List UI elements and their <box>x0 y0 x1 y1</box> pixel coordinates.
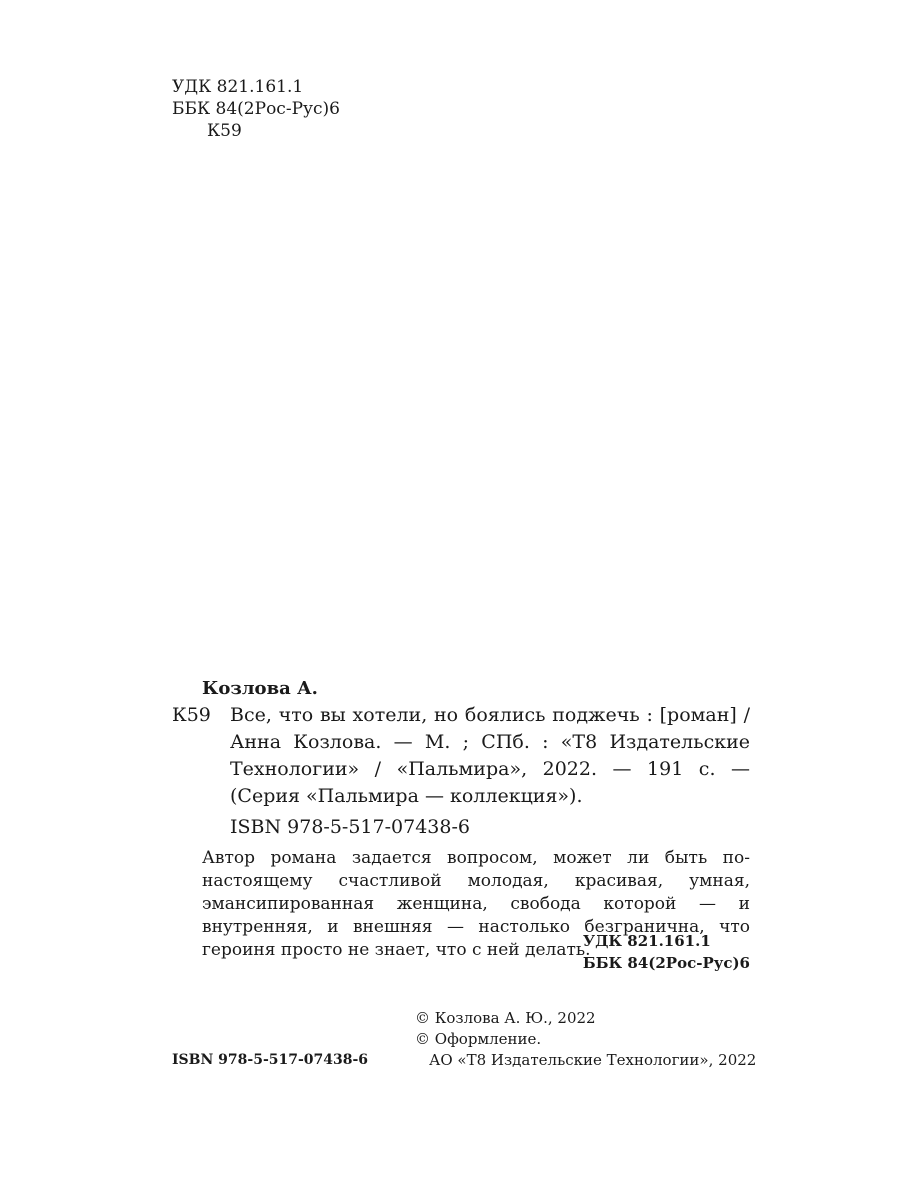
bbk-code: ББК 84(2Рос-Рус)6 <box>172 99 340 119</box>
card-isbn: ISBN 978-5-517-07438-6 <box>230 816 470 838</box>
annotation-text: Автор романа задается вопросом, может ли быть по-настоящему счастливой молодая, красивая, умная, эмансипированная женщина, свобода которой — и внутренняя, и внешняя — настолько безгранична, что героиня просто не знает, что с ней делать. <box>202 848 750 960</box>
card-author: Козлова А. <box>202 678 318 699</box>
udk-code: УДК 821.161.1 <box>172 77 304 97</box>
bibliographic-card <box>172 676 750 962</box>
bbk-code-bottom: ББК 84(2Рос-Рус)6 <box>582 954 750 972</box>
author-mark: К59 <box>207 121 242 141</box>
classification-codes-top <box>172 76 340 142</box>
copyright-publisher: АО «Т8 Издательские Технологии», 2022 <box>429 1051 757 1069</box>
card-description: Все, что вы хотели, но боялись поджечь : [роман] / Анна Козлова. — М. ; СПб. : «Т8 Издательские Технологии» / «Пальмира», 2022. — 191 с. — (Серия «Пальмира — коллекция»). <box>230 704 750 807</box>
udk-code-bottom: УДК 821.161.1 <box>582 932 711 950</box>
copyright-design: © Оформление. <box>415 1030 542 1048</box>
card-entry <box>172 702 750 810</box>
card-author-mark: К59 <box>172 704 211 726</box>
copyright-block <box>415 1008 756 1071</box>
classification-codes-bottom <box>583 930 750 974</box>
copyright-author: © Козлова А. Ю., 2022 <box>415 1009 596 1027</box>
isbn-bottom: ISBN 978-5-517-07438-6 <box>172 1052 369 1068</box>
